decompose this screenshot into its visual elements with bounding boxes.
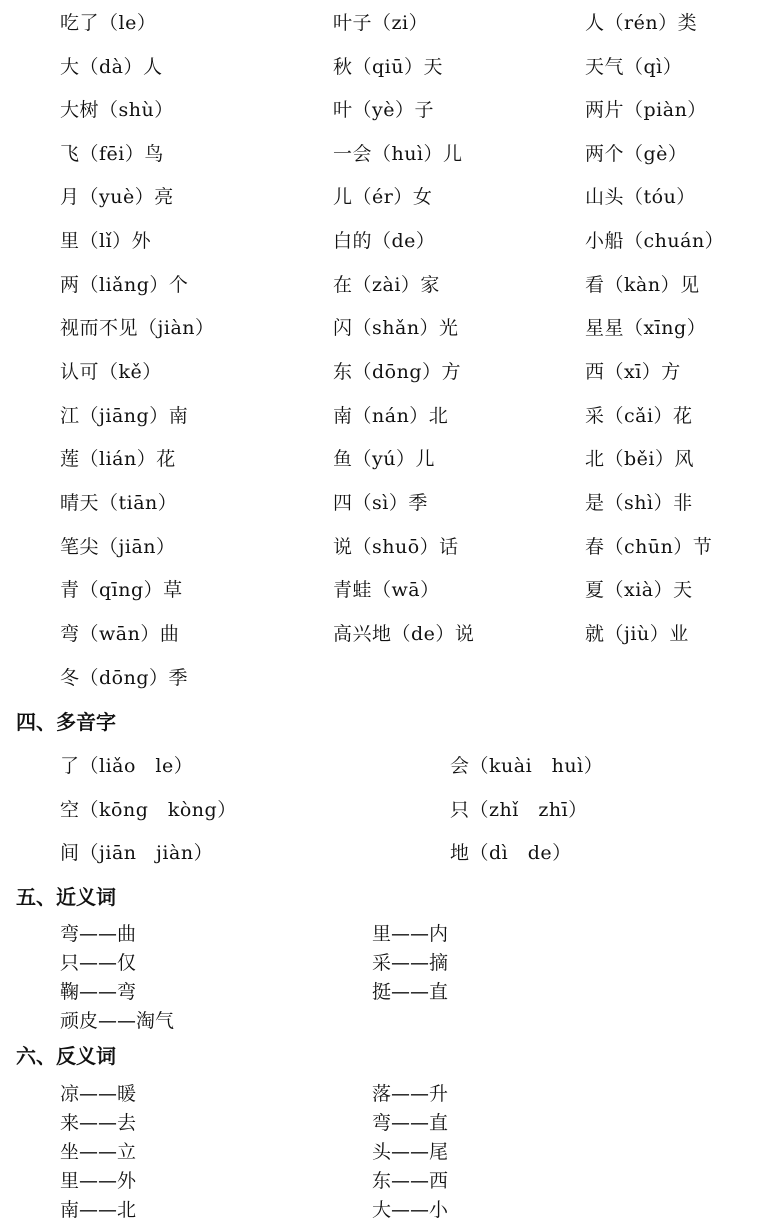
pinyin-word: 笔尖（jiān） <box>60 536 176 558</box>
pinyin-word: 儿（ér）女 <box>333 186 433 208</box>
antonym-pair: 坐——立 <box>60 1141 137 1163</box>
polyphonic-item: 地（dì de） <box>450 842 572 864</box>
pinyin-word: 南（nán）北 <box>333 405 449 427</box>
antonym-pair: 头——尾 <box>372 1141 449 1163</box>
synonym-pair: 采——摘 <box>372 952 449 974</box>
pinyin-word: 东（dōng）方 <box>333 361 462 383</box>
antonym-pair: 来——去 <box>60 1112 137 1134</box>
antonym-pair: 凉——暖 <box>60 1083 137 1105</box>
pinyin-word: 大（dà）人 <box>60 56 163 78</box>
synonym-pair: 顽皮——淘气 <box>60 1010 175 1032</box>
pinyin-word: 两个（gè） <box>585 143 688 165</box>
pinyin-word: 吃了（le） <box>60 12 157 34</box>
pinyin-word: 看（kàn）见 <box>585 274 700 296</box>
polyphonic-item: 间（jiān jiàn） <box>60 842 214 864</box>
pinyin-word: 两（liǎng）个 <box>60 274 189 296</box>
pinyin-word: 春（chūn）节 <box>585 536 713 558</box>
pinyin-word: 认可（kě） <box>60 361 162 383</box>
pinyin-word: 星星（xīng） <box>585 317 707 339</box>
pinyin-word: 弯（wān）曲 <box>60 623 180 645</box>
pinyin-word: 闪（shǎn）光 <box>333 317 459 339</box>
pinyin-word: 一会（huì）儿 <box>333 143 463 165</box>
polyphonic-item: 会（kuài huì） <box>450 755 604 777</box>
pinyin-word: 四（sì）季 <box>333 492 428 514</box>
pinyin-word: 青蛙（wā） <box>333 579 440 601</box>
synonym-pair: 里——内 <box>372 923 449 945</box>
pinyin-word: 晴天（tiān） <box>60 492 178 514</box>
pinyin-word: 秋（qiū）天 <box>333 56 443 78</box>
pinyin-word: 夏（xià）天 <box>585 579 693 601</box>
pinyin-word: 叶（yè）子 <box>333 99 434 121</box>
pinyin-word: 视而不见（jiàn） <box>60 317 215 339</box>
antonym-pair: 东——西 <box>372 1170 449 1192</box>
pinyin-word: 是（shì）非 <box>585 492 693 514</box>
pinyin-word: 冬（dōng）季 <box>60 667 189 689</box>
antonym-pair: 弯——直 <box>372 1112 449 1134</box>
pinyin-word: 采（cǎi）花 <box>585 405 693 427</box>
synonym-pair: 只——仅 <box>60 952 137 974</box>
section-heading-antonyms: 六、反义词 <box>16 1044 116 1068</box>
pinyin-word: 江（jiāng）南 <box>60 405 189 427</box>
synonym-pair: 挺——直 <box>372 981 449 1003</box>
pinyin-word: 说（shuō）话 <box>333 536 459 558</box>
pinyin-word: 鱼（yú）儿 <box>333 448 435 470</box>
pinyin-word: 叶子（zi） <box>333 12 429 34</box>
synonym-pair: 鞠——弯 <box>60 981 137 1003</box>
pinyin-word: 北（běi）风 <box>585 448 694 470</box>
pinyin-word: 小船（chuán） <box>585 230 725 252</box>
pinyin-word: 白的（de） <box>333 230 436 252</box>
polyphonic-item: 只（zhǐ zhī） <box>450 799 588 821</box>
antonym-pair: 里——外 <box>60 1170 137 1192</box>
polyphonic-item: 空（kōng kòng） <box>60 799 237 821</box>
section-heading-polyphonic: 四、多音字 <box>16 710 116 734</box>
pinyin-word: 人（rén）类 <box>585 12 698 34</box>
pinyin-word: 在（zài）家 <box>333 274 440 296</box>
pinyin-word: 两片（piàn） <box>585 99 707 121</box>
pinyin-word: 西（xī）方 <box>585 361 681 383</box>
pinyin-word: 高兴地（de）说 <box>333 623 475 645</box>
antonym-pair: 落——升 <box>372 1083 449 1105</box>
pinyin-word: 天气（qì） <box>585 56 683 78</box>
pinyin-word: 就（jiù）业 <box>585 623 689 645</box>
pinyin-word: 莲（lián）花 <box>60 448 176 470</box>
pinyin-word: 青（qīng）草 <box>60 579 183 601</box>
synonym-pair: 弯——曲 <box>60 923 137 945</box>
antonym-pair: 大——小 <box>372 1199 449 1221</box>
section-heading-synonyms: 五、近义词 <box>16 885 116 909</box>
pinyin-word: 里（lǐ）外 <box>60 230 152 252</box>
pinyin-word: 飞（fēi）鸟 <box>60 143 164 165</box>
pinyin-word: 山头（tóu） <box>585 186 696 208</box>
pinyin-word: 月（yuè）亮 <box>60 186 174 208</box>
antonym-pair: 南——北 <box>60 1199 137 1221</box>
polyphonic-item: 了（liǎo le） <box>60 755 194 777</box>
pinyin-word: 大树（shù） <box>60 99 174 121</box>
